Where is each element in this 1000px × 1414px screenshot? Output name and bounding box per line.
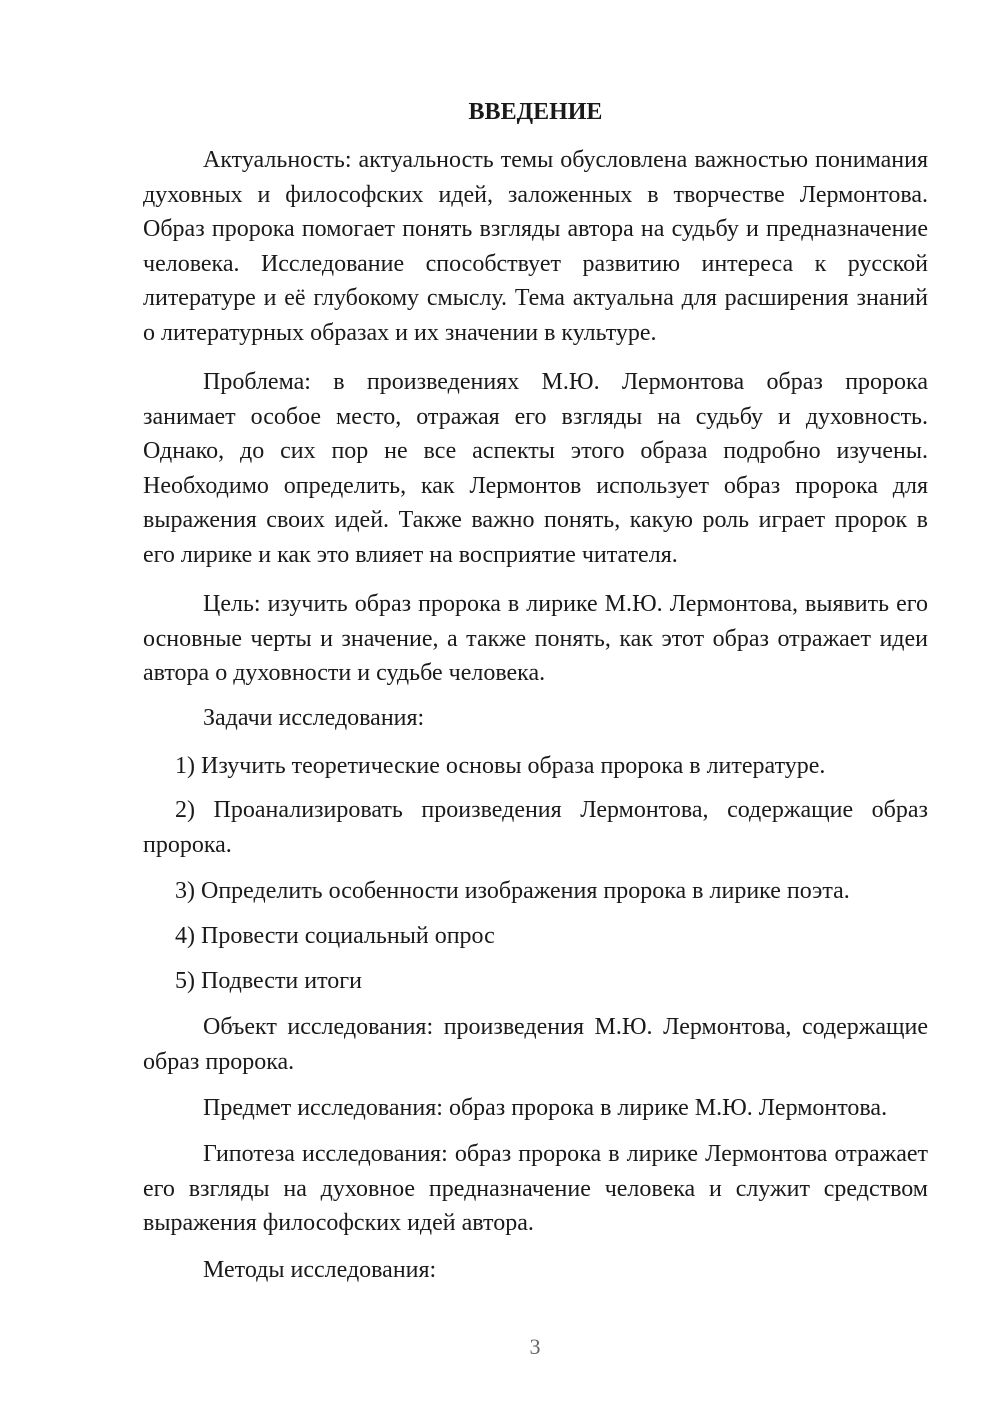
task-item-4: 4) Провести социальный опрос — [175, 923, 495, 949]
paragraph-methods: Методы исследования: — [203, 1257, 437, 1283]
paragraph-hypothesis: Гипотеза исследования: образ пророка в лирике Лермонтова отражает его взгляды на духовное предназначение человека и служит средством выражения философских идей автора. — [143, 1141, 928, 1236]
tasks-heading: Задачи исследования: — [203, 705, 425, 731]
paragraph-goal: Цель: изучить образ пророка в лирике М.Ю. Лермонтова, выявить его основные черты и значение, а также понять, как этот образ отражает идеи автора о духовности и судьбе человека. — [143, 591, 928, 686]
section-title: ВВЕДЕНИЕ — [468, 99, 603, 125]
task-item-2: 2) Проанализировать произведения Лермонтова, содержащие образ пророка. — [143, 797, 928, 858]
page-number: 3 — [529, 1334, 541, 1359]
paragraph-subject: Предмет исследования: образ пророка в лирике М.Ю. Лермонтова. — [203, 1095, 888, 1121]
paragraph-object: Объект исследования: произведения М.Ю. Лермонтова, содержащие образ пророка. — [143, 1014, 928, 1075]
task-item-5: 5) Подвести итоги — [175, 968, 362, 994]
task-item-3: 3) Определить особенности изображения пророка в лирике поэта. — [175, 878, 850, 904]
paragraph-problem: Проблема: в произведениях М.Ю. Лермонтова образ пророка занимает особое место, отражая его взгляды на судьбу и духовность. Однако, до сих пор не все аспекты этого образа подробно изучены. Необходимо определить, как Лермонтов использует образ пророка для выражения своих идей. Также важно понять, какую роль играет пророк в его лирике и как это влияет на восприятие читателя. — [143, 369, 928, 568]
paragraph-relevance: Актуальность: актуальность темы обусловлена важностью понимания духовных и философских идей, заложенных в творчестве Лермонтова. Образ пророка помогает понять взгляды автора на судьбу и предназначение человека. Исследование способствует развитию интереса к русской литературе и её глубокому смыслу. Тема актуальна для расширения знаний о литературных образах и их значении в культуре. — [143, 147, 928, 346]
task-item-1: 1) Изучить теоретические основы образа пророка в литературе. — [175, 753, 826, 779]
